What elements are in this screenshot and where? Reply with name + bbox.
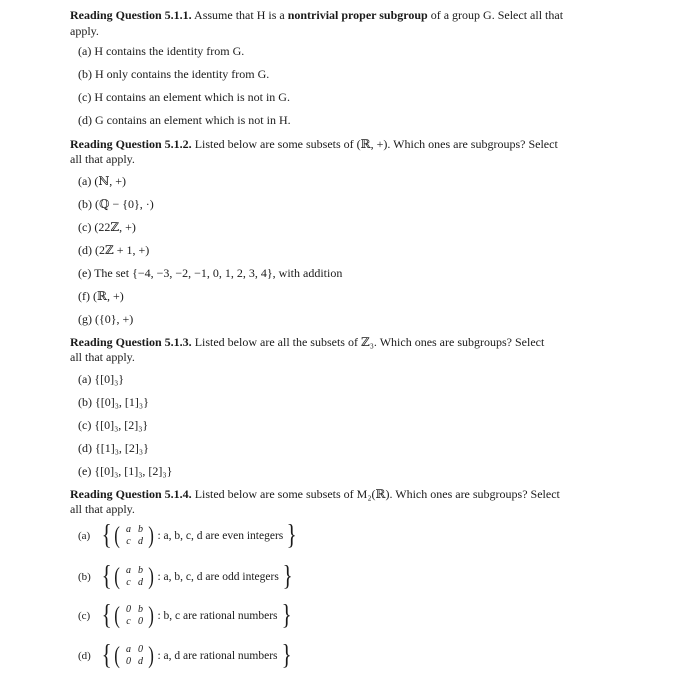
q2-label: Reading Question 5.1.2. — [70, 137, 192, 151]
q4-choice-b — [78, 563, 294, 591]
left-brace: { — [101, 600, 112, 631]
matrix-entry: d — [137, 656, 143, 667]
right-brace: } — [282, 561, 293, 592]
q4-continuation: all that apply. — [70, 502, 135, 516]
q4-choice-d — [78, 642, 293, 670]
q1-continuation: apply. — [70, 24, 99, 38]
right-paren: ) — [148, 603, 155, 629]
matrix-entry: c — [126, 616, 131, 627]
q4-text: Listed below are some subsets of M₂(ℝ). Which ones are subgroups? Select — [194, 487, 560, 501]
right-paren: ) — [148, 643, 155, 669]
q4-choice-c — [78, 602, 293, 630]
q2-choice-d: (d) (2ℤ + 1, +) — [78, 243, 150, 257]
q2-choice-b: (b) (ℚ − {0}, ·) — [78, 197, 154, 211]
q4-condition: : a, b, c, d are odd integers — [157, 571, 279, 583]
q4-choice-label: (c) — [78, 610, 91, 622]
q4-choice-a — [78, 522, 299, 550]
matrix-entry: b — [137, 604, 143, 615]
matrix-entry: a — [125, 644, 131, 655]
q2-heading — [70, 137, 558, 152]
matrix-entry: d — [137, 536, 143, 547]
matrix — [122, 644, 146, 668]
q4-choice-label: (b) — [78, 571, 91, 583]
matrix — [122, 524, 146, 548]
left-brace: { — [101, 561, 112, 592]
matrix-entry: 0 — [125, 656, 131, 667]
q3-choice-c: (c) {[0]₃, [2]₃} — [78, 418, 149, 432]
left-brace: { — [101, 640, 112, 671]
left-paren: ( — [114, 523, 121, 549]
left-paren: ( — [114, 603, 121, 629]
matrix — [122, 565, 146, 589]
left-paren: ( — [114, 564, 121, 590]
matrix-entry: b — [137, 524, 143, 535]
q1-choice-d: (d) G contains an element which is not in H. — [78, 113, 291, 127]
q1-choice-b: (b) H only contains the identity from G. — [78, 67, 270, 81]
q4-label: Reading Question 5.1.4. — [70, 487, 192, 501]
q1-heading — [70, 8, 563, 23]
matrix-entry: c — [126, 536, 131, 547]
q1-text-b: of a group G. Select all that — [430, 8, 564, 22]
right-paren: ) — [148, 523, 155, 549]
q3-choice-e: (e) {[0]₃, [1]₃, [2]₃} — [78, 464, 173, 478]
q2-choice-f: (f) (ℝ, +) — [78, 289, 124, 303]
right-brace: } — [281, 640, 292, 671]
q3-heading — [70, 335, 544, 350]
q4-choice-label: (d) — [78, 650, 91, 662]
q1-text-bold: nontrivial proper subgroup — [287, 8, 428, 22]
q3-choice-b: (b) {[0]₃, [1]₃} — [78, 395, 149, 409]
q3-continuation: all that apply. — [70, 350, 135, 364]
q2-choice-g: (g) ({0}, +) — [78, 312, 134, 326]
matrix-entry: 0 — [137, 644, 143, 655]
q4-condition: : b, c are rational numbers — [157, 610, 278, 622]
q4-condition: : a, b, c, d are even integers — [157, 530, 284, 542]
q2-choice-c: (c) (22ℤ, +) — [78, 220, 136, 234]
q2-choice-a: (a) (ℕ, +) — [78, 174, 127, 188]
q4-condition: : a, d are rational numbers — [157, 650, 278, 662]
left-brace: { — [101, 520, 112, 551]
q2-continuation: all that apply. — [70, 152, 135, 166]
q1-choice-c: (c) H contains an element which is not in G. — [78, 90, 290, 104]
matrix — [122, 604, 146, 628]
matrix-entry: a — [125, 565, 131, 576]
right-brace: } — [281, 600, 292, 631]
matrix-entry: 0 — [137, 616, 143, 627]
q3-text: Listed below are all the subsets of ℤ₃. Which ones are subgroups? Select — [194, 335, 545, 349]
q4-heading — [70, 487, 560, 502]
q4-choice-label: (a) — [78, 530, 91, 542]
left-paren: ( — [114, 643, 121, 669]
q1-text-a: Assume that H is a — [194, 8, 285, 22]
matrix-entry: a — [125, 524, 131, 535]
matrix-entry: d — [137, 577, 143, 588]
q2-choice-e: (e) The set {−4, −3, −2, −1, 0, 1, 2, 3, 4}, with addition — [78, 266, 343, 280]
q3-choice-d: (d) {[1]₃, [2]₃} — [78, 441, 149, 455]
matrix-entry: 0 — [125, 604, 131, 615]
matrix-entry: c — [126, 577, 131, 588]
q2-text: Listed below are some subsets of (ℝ, +). Which ones are subgroups? Select — [194, 137, 558, 151]
q1-label: Reading Question 5.1.1. — [70, 8, 192, 22]
matrix-entry: b — [137, 565, 143, 576]
right-brace: } — [286, 520, 298, 551]
q1-choice-a: (a) H contains the identity from G. — [78, 44, 245, 58]
right-paren: ) — [148, 564, 155, 590]
q3-label: Reading Question 5.1.3. — [70, 335, 192, 349]
q3-choice-a: (a) {[0]₃} — [78, 372, 125, 386]
